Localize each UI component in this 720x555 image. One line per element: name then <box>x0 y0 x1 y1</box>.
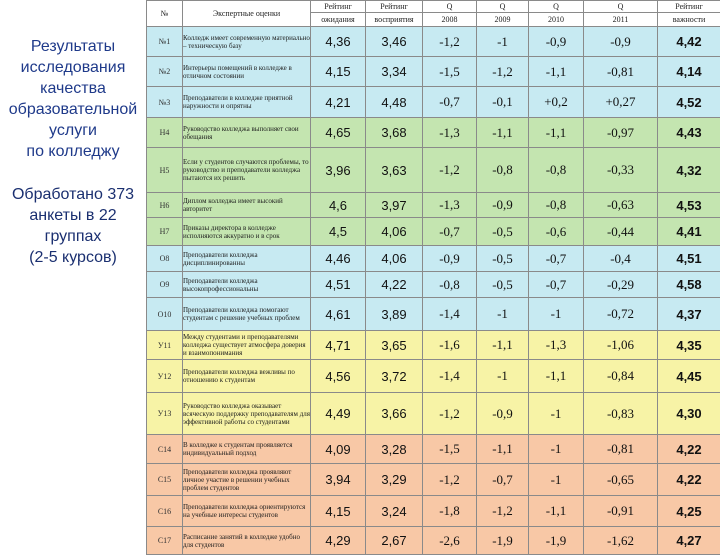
survey-title-line: качества <box>0 78 146 99</box>
row-q-2009: -0,5 <box>477 246 529 272</box>
row-perception: 4,22 <box>366 272 423 298</box>
survey-info-line: группах <box>0 226 146 247</box>
row-q-2010: -1 <box>529 298 584 331</box>
row-q-2010: -0,7 <box>529 246 584 272</box>
header-q-top: Q <box>477 1 529 13</box>
row-expectation: 4,56 <box>311 360 366 393</box>
row-number: О9 <box>147 272 183 298</box>
row-q-2008: -1,2 <box>423 393 477 435</box>
header-q-top: Q <box>423 1 477 13</box>
row-importance: 4,27 <box>658 527 720 555</box>
table-row <box>147 496 720 527</box>
header-perception: восприятия <box>366 13 423 27</box>
row-importance: 4,22 <box>658 464 720 496</box>
row-number: У11 <box>147 331 183 360</box>
row-q-2010: -1,1 <box>529 118 584 148</box>
row-perception: 3,63 <box>366 148 423 193</box>
row-q-2009: -1 <box>477 298 529 331</box>
row-expectation: 4,51 <box>311 272 366 298</box>
row-expectation: 3,94 <box>311 464 366 496</box>
table-body <box>147 27 720 555</box>
row-q-2010: -1 <box>529 464 584 496</box>
header-year-2011: 2011 <box>584 13 658 27</box>
row-expectation: 4,09 <box>311 435 366 464</box>
header-importance: важности <box>658 13 720 27</box>
row-number: №2 <box>147 57 183 87</box>
row-q-2009: -0,5 <box>477 272 529 298</box>
table-row <box>147 527 720 555</box>
row-q-2010: +0,2 <box>529 87 584 118</box>
row-q-2009: -0,9 <box>477 393 529 435</box>
header-year-2010: 2010 <box>529 13 584 27</box>
row-q-2010: -0,9 <box>529 27 584 57</box>
header-q-top: Q <box>529 1 584 13</box>
row-perception: 3,66 <box>366 393 423 435</box>
row-q-2008: -0,7 <box>423 218 477 246</box>
row-expectation: 4,21 <box>311 87 366 118</box>
row-q-2009: -1,1 <box>477 435 529 464</box>
row-q-2008: -1,4 <box>423 360 477 393</box>
row-q-2011: -0,72 <box>584 298 658 331</box>
row-expectation: 4,29 <box>311 527 366 555</box>
row-q-2009: -1,2 <box>477 496 529 527</box>
survey-title-line: услуги <box>0 120 146 141</box>
survey-title-line: Результаты <box>0 36 146 57</box>
row-expectation: 4,6 <box>311 193 366 218</box>
row-q-2008: -1,4 <box>423 298 477 331</box>
row-q-2009: -1 <box>477 360 529 393</box>
row-criterion: Если у студентов случаются проблемы, то руководство и преподаватели колледжа пытаются их решить <box>183 148 311 193</box>
row-expectation: 4,65 <box>311 118 366 148</box>
row-number: Н4 <box>147 118 183 148</box>
header-year-2008: 2008 <box>423 13 477 27</box>
row-q-2011: -0,83 <box>584 393 658 435</box>
row-q-2008: -2,6 <box>423 527 477 555</box>
row-importance: 4,37 <box>658 298 720 331</box>
row-perception: 3,29 <box>366 464 423 496</box>
row-number: У12 <box>147 360 183 393</box>
ratings-table <box>146 0 720 555</box>
survey-info <box>0 184 146 268</box>
table-row <box>147 148 720 193</box>
row-q-2011: -0,81 <box>584 57 658 87</box>
row-q-2010: -1,9 <box>529 527 584 555</box>
row-number: О8 <box>147 246 183 272</box>
row-q-2008: -0,9 <box>423 246 477 272</box>
row-importance: 4,42 <box>658 27 720 57</box>
header-expectation: ожидания <box>311 13 366 27</box>
row-importance: 4,52 <box>658 87 720 118</box>
row-q-2008: -0,7 <box>423 87 477 118</box>
row-q-2009: -1,9 <box>477 527 529 555</box>
row-importance: 4,45 <box>658 360 720 393</box>
survey-info-line: (2-5 курсов) <box>0 247 146 268</box>
survey-title-line: исследования <box>0 57 146 78</box>
row-q-2008: -1,8 <box>423 496 477 527</box>
header-criteria: Экспертные оценки <box>183 1 311 27</box>
header-q-top: Q <box>584 1 658 13</box>
row-importance: 4,53 <box>658 193 720 218</box>
row-perception: 3,72 <box>366 360 423 393</box>
row-importance: 4,43 <box>658 118 720 148</box>
row-q-2011: -0,84 <box>584 360 658 393</box>
row-importance: 4,58 <box>658 272 720 298</box>
header-expectation-top: Рейтинг <box>311 1 366 13</box>
row-perception: 3,65 <box>366 331 423 360</box>
row-q-2010: -0,8 <box>529 193 584 218</box>
row-q-2009: -1,2 <box>477 57 529 87</box>
row-criterion: Руководство колледжа выполняет свои обещания <box>183 118 311 148</box>
row-q-2011: -0,97 <box>584 118 658 148</box>
row-criterion: Приказы директора в колледже исполняются аккуратно и в срок <box>183 218 311 246</box>
row-criterion: Расписание занятий в колледже удобно для студентов <box>183 527 311 555</box>
row-expectation: 4,15 <box>311 496 366 527</box>
row-q-2010: -0,6 <box>529 218 584 246</box>
row-criterion: Преподаватели колледжа ориентируются на учебные интересы студентов <box>183 496 311 527</box>
row-criterion: Преподаватели колледжа вежливы по отношению к студентам <box>183 360 311 393</box>
survey-title-line: образовательной <box>0 99 146 120</box>
row-expectation: 4,71 <box>311 331 366 360</box>
row-q-2010: -1,1 <box>529 496 584 527</box>
row-perception: 2,67 <box>366 527 423 555</box>
row-criterion: Преподаватели колледжа высокопрофессиональны <box>183 272 311 298</box>
row-number: С16 <box>147 496 183 527</box>
row-perception: 4,48 <box>366 87 423 118</box>
row-q-2008: -1,3 <box>423 118 477 148</box>
table-row <box>147 218 720 246</box>
survey-info-line: Обработано 373 <box>0 184 146 205</box>
row-q-2009: -0,1 <box>477 87 529 118</box>
table-row <box>147 27 720 57</box>
row-number: №3 <box>147 87 183 118</box>
row-q-2011: -0,81 <box>584 435 658 464</box>
table-row <box>147 57 720 87</box>
row-criterion: Колледж имеет современную материально – техническую базу <box>183 27 311 57</box>
row-perception: 3,34 <box>366 57 423 87</box>
row-importance: 4,35 <box>658 331 720 360</box>
row-q-2009: -0,8 <box>477 148 529 193</box>
row-q-2008: -0,8 <box>423 272 477 298</box>
row-importance: 4,22 <box>658 435 720 464</box>
row-importance: 4,14 <box>658 57 720 87</box>
row-criterion: Между студентами и преподавателями колледжа существует атмосфера доверия и взаимопонимания <box>183 331 311 360</box>
row-expectation: 3,96 <box>311 148 366 193</box>
row-importance: 4,51 <box>658 246 720 272</box>
row-q-2011: -0,29 <box>584 272 658 298</box>
row-q-2008: -1,2 <box>423 148 477 193</box>
row-perception: 3,89 <box>366 298 423 331</box>
row-expectation: 4,49 <box>311 393 366 435</box>
table-row <box>147 272 720 298</box>
row-number: Н5 <box>147 148 183 193</box>
table-row <box>147 331 720 360</box>
row-q-2009: -0,5 <box>477 218 529 246</box>
row-q-2009: -0,9 <box>477 193 529 218</box>
row-q-2011: -0,65 <box>584 464 658 496</box>
header-importance-top: Рейтинг <box>658 1 720 13</box>
row-number: С17 <box>147 527 183 555</box>
table-row <box>147 193 720 218</box>
survey-title <box>0 36 146 162</box>
row-number: С14 <box>147 435 183 464</box>
table-row <box>147 87 720 118</box>
header-year-2009: 2009 <box>477 13 529 27</box>
row-perception: 4,06 <box>366 246 423 272</box>
table-row <box>147 360 720 393</box>
row-perception: 4,06 <box>366 218 423 246</box>
row-number: Н7 <box>147 218 183 246</box>
row-q-2008: -1,2 <box>423 464 477 496</box>
row-q-2008: -1,3 <box>423 193 477 218</box>
row-criterion: Преподаватели колледжа проявляют личное участие в решении учебных проблем студентов <box>183 464 311 496</box>
table-row <box>147 246 720 272</box>
row-importance: 4,25 <box>658 496 720 527</box>
row-number: №1 <box>147 27 183 57</box>
row-q-2010: -1 <box>529 393 584 435</box>
row-q-2010: -1,1 <box>529 57 584 87</box>
row-criterion: Диплом колледжа имеет высокий авторитет <box>183 193 311 218</box>
row-criterion: В колледже к студентам проявляется индивидуальный подход <box>183 435 311 464</box>
row-criterion: Преподаватели колледжа помогают студентам с решение учебных проблем <box>183 298 311 331</box>
row-q-2008: -1,5 <box>423 57 477 87</box>
row-criterion: Руководство колледжа оказывает всяческую поддержку преподавателям для эффективной работы со студентами <box>183 393 311 435</box>
row-number: О10 <box>147 298 183 331</box>
row-criterion: Преподаватели колледжа дисциплинированны <box>183 246 311 272</box>
row-q-2010: -1,3 <box>529 331 584 360</box>
row-q-2010: -0,8 <box>529 148 584 193</box>
row-number: С15 <box>147 464 183 496</box>
table-row <box>147 118 720 148</box>
row-q-2011: -1,62 <box>584 527 658 555</box>
row-q-2011: -0,44 <box>584 218 658 246</box>
row-q-2011: -0,33 <box>584 148 658 193</box>
row-expectation: 4,61 <box>311 298 366 331</box>
row-importance: 4,32 <box>658 148 720 193</box>
row-importance: 4,30 <box>658 393 720 435</box>
row-expectation: 4,5 <box>311 218 366 246</box>
row-expectation: 4,36 <box>311 27 366 57</box>
row-criterion: Преподаватели в колледже приятной наружности и опрятны <box>183 87 311 118</box>
row-q-2008: -1,6 <box>423 331 477 360</box>
row-perception: 3,24 <box>366 496 423 527</box>
row-q-2008: -1,2 <box>423 27 477 57</box>
row-q-2009: -1,1 <box>477 331 529 360</box>
row-q-2009: -0,7 <box>477 464 529 496</box>
row-q-2009: -1,1 <box>477 118 529 148</box>
table-row <box>147 464 720 496</box>
row-q-2011: +0,27 <box>584 87 658 118</box>
table-row <box>147 298 720 331</box>
table-row <box>147 393 720 435</box>
row-perception: 3,97 <box>366 193 423 218</box>
survey-info-line: анкеты в 22 <box>0 205 146 226</box>
row-q-2009: -1 <box>477 27 529 57</box>
row-perception: 3,46 <box>366 27 423 57</box>
row-q-2008: -1,5 <box>423 435 477 464</box>
survey-title-line: по колледжу <box>0 141 146 162</box>
row-importance: 4,41 <box>658 218 720 246</box>
row-expectation: 4,15 <box>311 57 366 87</box>
header-perception-top: Рейтинг <box>366 1 423 13</box>
row-q-2010: -0,7 <box>529 272 584 298</box>
row-criterion: Интерьеры помещений в колледже в отличном состоянии <box>183 57 311 87</box>
row-q-2011: -0,4 <box>584 246 658 272</box>
sidebar-panel <box>0 0 146 540</box>
row-perception: 3,28 <box>366 435 423 464</box>
row-q-2010: -1,1 <box>529 360 584 393</box>
row-perception: 3,68 <box>366 118 423 148</box>
row-expectation: 4,46 <box>311 246 366 272</box>
row-q-2011: -0,91 <box>584 496 658 527</box>
row-number: У13 <box>147 393 183 435</box>
table-row <box>147 435 720 464</box>
header-number: № <box>147 1 183 27</box>
row-q-2011: -1,06 <box>584 331 658 360</box>
row-q-2010: -1 <box>529 435 584 464</box>
row-q-2011: -0,63 <box>584 193 658 218</box>
row-q-2011: -0,9 <box>584 27 658 57</box>
row-number: Н6 <box>147 193 183 218</box>
